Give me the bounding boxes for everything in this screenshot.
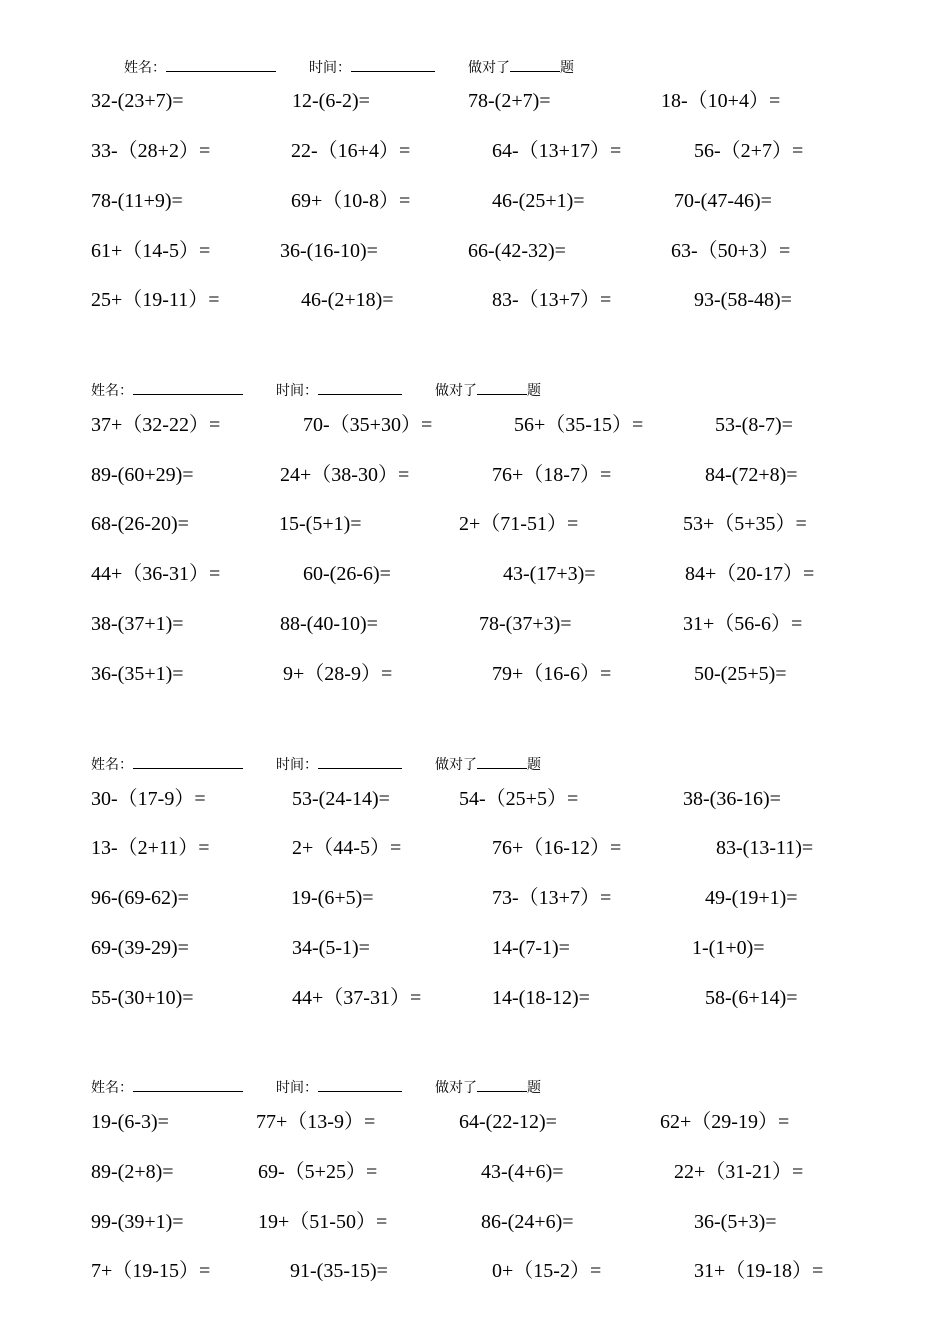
math-problem: 25+（19-11）= [91,289,220,311]
math-problem: 22+（31-21）= [674,1161,804,1183]
math-problem: 83-(13-11)= [716,837,814,859]
correct-count-blank[interactable] [510,58,560,72]
math-problem: 78-(11+9)= [91,190,183,212]
math-problem: 53-(24-14)= [292,788,390,810]
time-label: 时间： [276,1080,318,1096]
time-field [276,381,402,400]
correct-count-field [435,1078,541,1097]
time-blank[interactable] [351,58,435,72]
name-blank[interactable] [133,755,243,769]
math-problem: 70-（35+30）= [303,414,433,436]
name-blank[interactable] [166,58,276,72]
math-problem: 19+（51-50）= [258,1211,388,1233]
math-problem: 61+（14-5）= [91,240,211,262]
math-problem: 58-(6+14)= [705,987,798,1009]
math-problem: 93-(58-48)= [694,289,792,311]
correct-count-field [468,58,574,77]
math-problem: 19-(6-3)= [91,1111,169,1133]
name-blank[interactable] [133,1078,243,1092]
math-problem: 24+（38-30）= [280,464,410,486]
math-problem: 44+（37-31）= [292,987,422,1009]
math-problem: 50-(25+5)= [694,663,787,685]
math-problem: 36-(5+3)= [694,1211,777,1233]
math-problem: 53+（5+35）= [683,513,807,535]
math-problem: 63-（50+3）= [671,240,791,262]
math-problem: 46-(2+18)= [301,289,394,311]
math-problem: 99-(39+1)= [91,1211,184,1233]
math-problem: 13-（2+11）= [91,837,210,859]
questions-label: 题 [560,60,574,76]
math-problem: 33-（28+2）= [91,140,211,162]
math-problem: 37+（32-22）= [91,414,221,436]
math-problem: 56-（2+7）= [694,140,804,162]
name-field [91,1078,243,1097]
math-problem: 86-(24+6)= [481,1211,574,1233]
time-field [276,755,402,774]
name-label: 姓名： [91,383,133,399]
math-problem: 14-(7-1)= [492,937,570,959]
math-problem: 78-(2+7)= [468,90,551,112]
time-blank[interactable] [318,755,402,769]
math-problem: 68-(26-20)= [91,513,189,535]
name-blank[interactable] [133,381,243,395]
math-problem: 88-(40-10)= [280,613,378,635]
math-problem: 69+（10-8）= [291,190,411,212]
math-problem: 22-（16+4）= [291,140,411,162]
questions-label: 题 [527,757,541,773]
math-problem: 96-(69-62)= [91,887,189,909]
math-problem: 79+（16-6）= [492,663,612,685]
math-problem: 73-（13+7）= [492,887,612,909]
questions-label: 题 [527,383,541,399]
correct-count-field [435,755,541,774]
correct-count-blank[interactable] [477,381,527,395]
time-field [309,58,435,77]
time-field [276,1078,402,1097]
questions-label: 题 [527,1080,541,1096]
math-problem: 89-(2+8)= [91,1161,174,1183]
math-problem: 54-（25+5）= [459,788,579,810]
time-blank[interactable] [318,381,402,395]
math-problem: 56+（35-15）= [514,414,644,436]
correct-count-blank[interactable] [477,755,527,769]
math-problem: 31+（56-6）= [683,613,803,635]
math-problem: 83-（13+7）= [492,289,612,311]
math-problem: 32-(23+7)= [91,90,184,112]
math-problem: 66-(42-32)= [468,240,566,262]
math-problem: 70-(47-46)= [674,190,772,212]
time-label: 时间： [276,383,318,399]
math-problem: 36-(16-10)= [280,240,378,262]
math-problem: 19-(6+5)= [291,887,374,909]
math-problem: 91-(35-15)= [290,1260,388,1282]
math-problem: 0+（15-2）= [492,1260,602,1282]
math-problem: 44+（36-31）= [91,563,221,585]
math-problem: 69-(39-29)= [91,937,189,959]
time-blank[interactable] [318,1078,402,1092]
math-problem: 64-（13+17）= [492,140,622,162]
name-field [91,381,243,400]
math-problem: 46-(25+1)= [492,190,585,212]
name-label: 姓名： [124,60,166,76]
time-label: 时间： [309,60,351,76]
name-label: 姓名： [91,757,133,773]
math-problem: 2+（71-51）= [459,513,579,535]
math-problem: 30-（17-9）= [91,788,206,810]
math-problem: 55-(30+10)= [91,987,194,1009]
correct-count-field [435,381,541,400]
math-problem: 76+（18-7）= [492,464,612,486]
math-problem: 36-(35+1)= [91,663,184,685]
math-problem: 34-(5-1)= [292,937,370,959]
math-problem: 84+（20-17）= [685,563,815,585]
correct-label: 做对了 [435,383,477,399]
correct-label: 做对了 [435,757,477,773]
correct-label: 做对了 [468,60,510,76]
math-problem: 2+（44-5）= [292,837,402,859]
correct-label: 做对了 [435,1080,477,1096]
correct-count-blank[interactable] [477,1078,527,1092]
name-label: 姓名： [91,1080,133,1096]
math-problem: 53-(8-7)= [715,414,793,436]
math-problem: 15-(5+1)= [279,513,362,535]
name-field [124,58,276,77]
math-problem: 43-(17+3)= [503,563,596,585]
math-problem: 77+（13-9）= [256,1111,376,1133]
math-problem: 1-(1+0)= [692,937,765,959]
math-problem: 84-(72+8)= [705,464,798,486]
math-problem: 89-(60+29)= [91,464,194,486]
math-problem: 38-(37+1)= [91,613,184,635]
math-problem: 9+（28-9）= [283,663,393,685]
math-problem: 43-(4+6)= [481,1161,564,1183]
math-problem: 14-(18-12)= [492,987,590,1009]
math-problem: 62+（29-19）= [660,1111,790,1133]
math-problem: 38-(36-16)= [683,788,781,810]
math-problem: 69-（5+25）= [258,1161,378,1183]
math-problem: 76+（16-12）= [492,837,622,859]
name-field [91,755,243,774]
math-problem: 12-(6-2)= [292,90,370,112]
math-problem: 18-（10+4）= [661,90,781,112]
math-problem: 64-(22-12)= [459,1111,557,1133]
math-problem: 7+（19-15）= [91,1260,211,1282]
time-label: 时间： [276,757,318,773]
math-problem: 78-(37+3)= [479,613,572,635]
math-problem: 31+（19-18）= [694,1260,824,1282]
math-problem: 49-(19+1)= [705,887,798,909]
math-problem: 60-(26-6)= [303,563,391,585]
